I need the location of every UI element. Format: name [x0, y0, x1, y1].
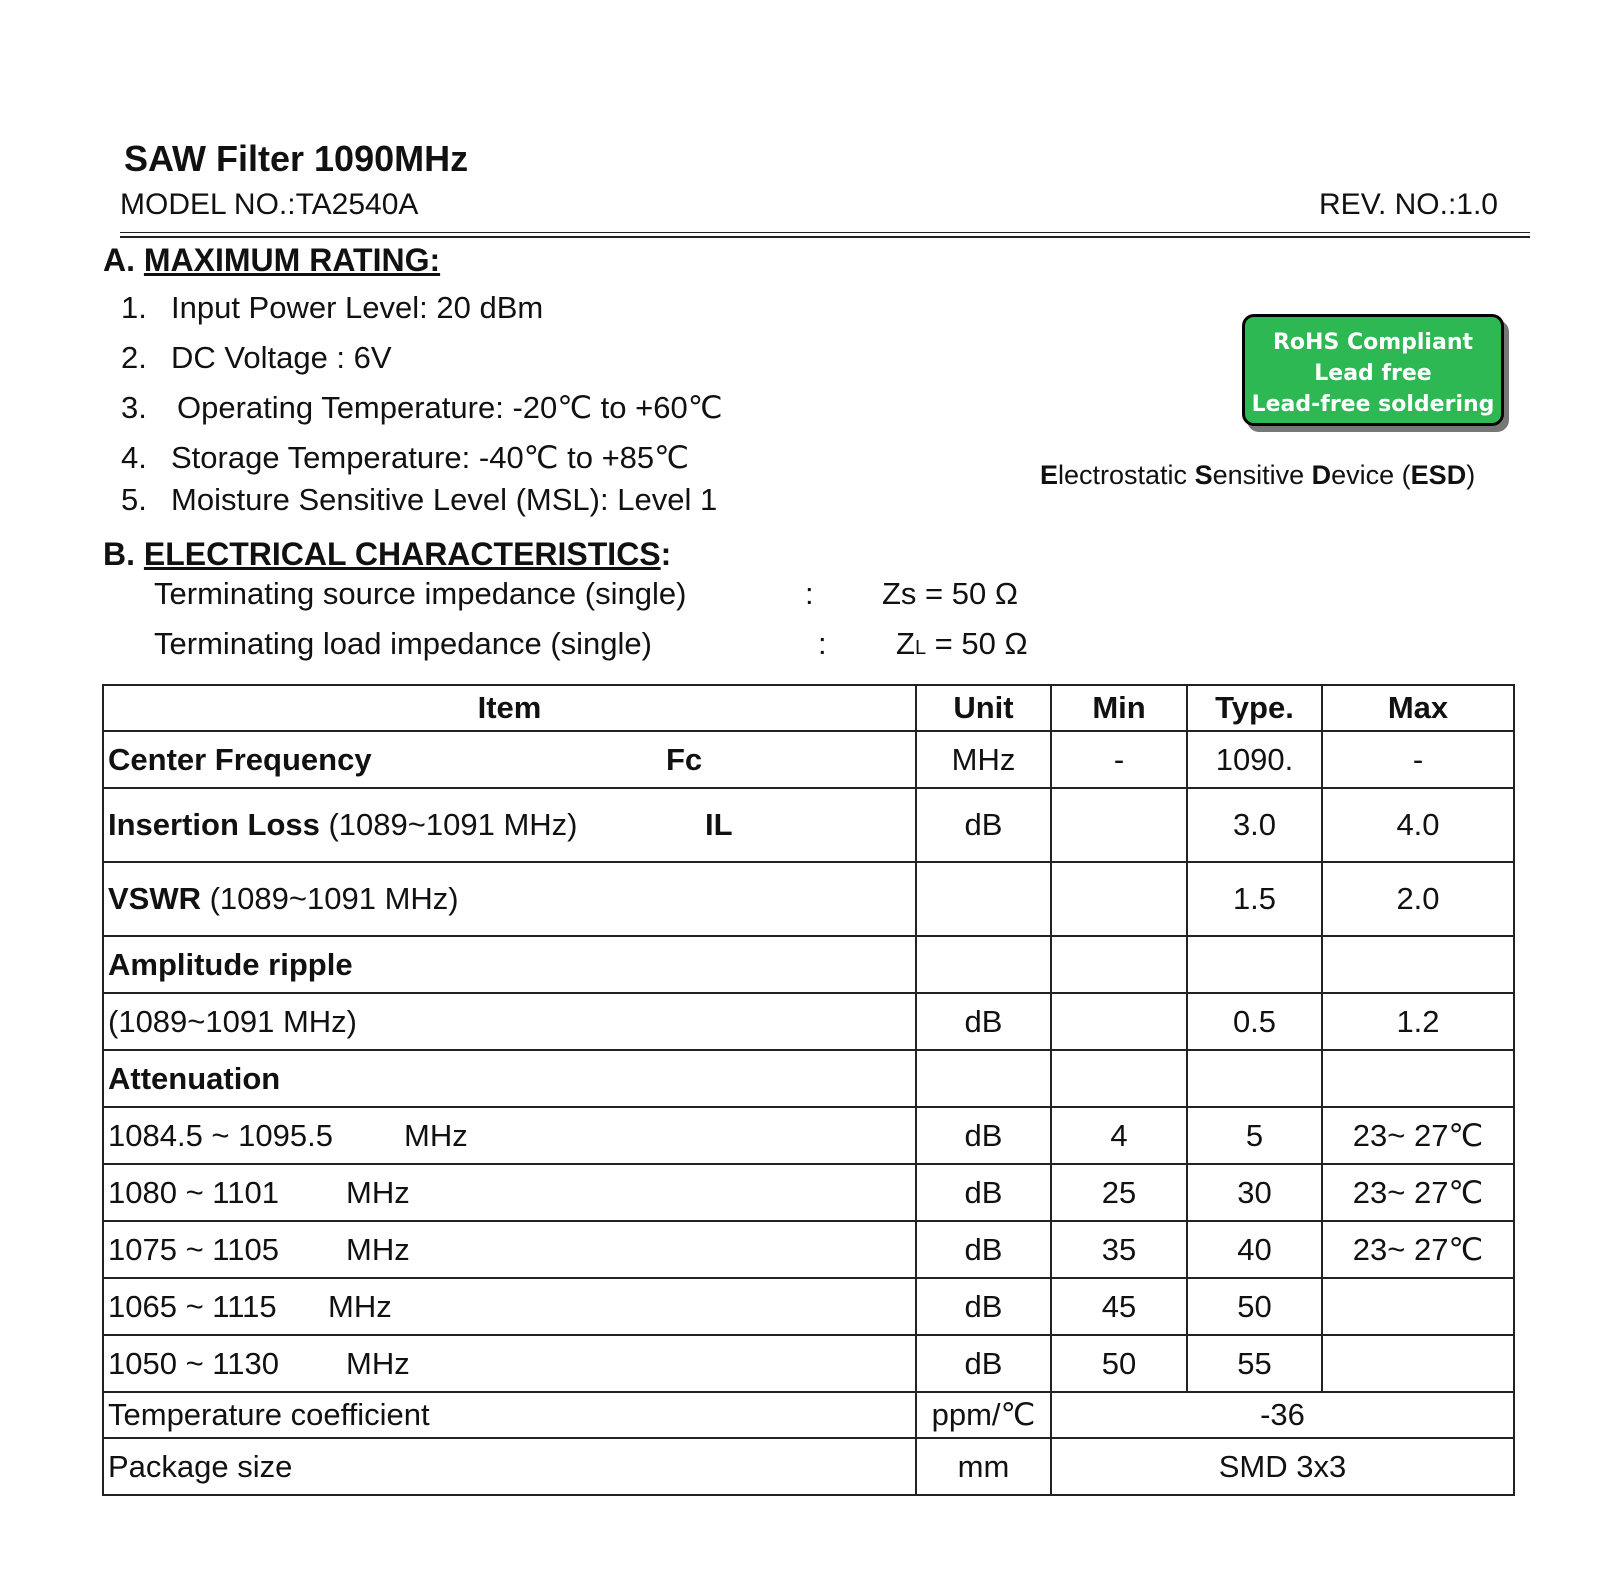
amplitude-ripple-min	[1051, 993, 1187, 1050]
attenuation-type: 5	[1187, 1107, 1322, 1164]
attenuation-min: 50	[1051, 1335, 1187, 1392]
table-row	[103, 1164, 1514, 1221]
vswr-range: (1089~1091 MHz)	[201, 881, 459, 916]
rating-item-1	[121, 290, 543, 326]
table-row	[103, 1107, 1514, 1164]
header-type: Type.	[1187, 685, 1322, 731]
table-row	[103, 731, 1514, 788]
package-size-unit: mm	[916, 1438, 1051, 1495]
header-divider	[120, 232, 1530, 233]
amplitude-ripple-max: 1.2	[1322, 993, 1514, 1050]
temperature-coefficient-label: Temperature coefficient	[103, 1392, 916, 1438]
attenuation-type: 40	[1187, 1221, 1322, 1278]
esd-word-1: lectrostatic	[1058, 460, 1195, 490]
table-row	[103, 1335, 1514, 1392]
insertion-loss-item	[103, 788, 916, 862]
center-frequency-label: Center Frequency	[108, 741, 372, 777]
document-title: SAW Filter 1090MHz	[124, 138, 469, 179]
source-impedance-value: Zs = 50 Ω	[882, 576, 1019, 611]
center-frequency-type: 1090.	[1187, 731, 1322, 788]
attenuation-unit: dB	[916, 1335, 1051, 1392]
table-row	[103, 862, 1514, 936]
table-row	[103, 1221, 1514, 1278]
amplitude-ripple-label: Amplitude ripple	[103, 936, 916, 993]
attenuation-range: 1050 ~ 1130 MHz	[103, 1335, 916, 1392]
header-item: Item	[103, 685, 916, 731]
rating-item-text: Storage Temperature: -40℃ to +85℃	[171, 440, 689, 475]
header-min: Min	[1051, 685, 1187, 731]
vswr-unit	[916, 862, 1051, 936]
attenuation-unit: dB	[916, 1164, 1051, 1221]
rating-item-2	[121, 340, 392, 376]
source-impedance-label: Terminating source impedance (single)	[154, 576, 687, 611]
attenuation-unit: dB	[916, 1221, 1051, 1278]
attenuation-max: 23~ 27℃	[1322, 1221, 1514, 1278]
attenuation-min: 45	[1051, 1278, 1187, 1335]
rating-item-number: 2.	[121, 340, 147, 375]
insertion-loss-label: Insertion Loss	[108, 807, 320, 842]
esd-close: )	[1466, 460, 1476, 490]
esd-word-3: evice (	[1331, 460, 1411, 490]
section-a-heading	[103, 242, 440, 279]
section-a-prefix: A.	[103, 242, 135, 278]
attenuation-max: 23~ 27℃	[1322, 1164, 1514, 1221]
esd-abbreviation: ESD	[1410, 460, 1467, 490]
table-row	[103, 788, 1514, 862]
load-impedance-value	[896, 626, 1028, 662]
rating-item-number: 4.	[121, 440, 147, 475]
attenuation-label: Attenuation	[103, 1050, 916, 1107]
table-row	[103, 1050, 1514, 1107]
amplitude-ripple-range: (1089~1091 MHz)	[103, 993, 916, 1050]
center-frequency-unit: MHz	[916, 731, 1051, 788]
rating-item-4	[121, 440, 689, 476]
rating-item-3	[121, 390, 723, 426]
center-frequency-item	[103, 731, 916, 788]
table-header-row	[103, 685, 1514, 731]
insertion-loss-symbol: IL	[705, 807, 733, 842]
table-row	[103, 1438, 1514, 1495]
package-size-value: SMD 3x3	[1051, 1438, 1514, 1495]
amplitude-ripple-unit: dB	[916, 993, 1051, 1050]
load-impedance-label: Terminating load impedance (single)	[154, 626, 652, 661]
vswr-max: 2.0	[1322, 862, 1514, 936]
header-unit: Unit	[916, 685, 1051, 731]
header-divider-thick	[120, 236, 1530, 238]
spec-table	[102, 684, 1515, 1496]
attenuation-max: 23~ 27℃	[1322, 1107, 1514, 1164]
rating-item-text: DC Voltage : 6V	[171, 340, 392, 375]
vswr-type: 1.5	[1187, 862, 1322, 936]
rating-item-number: 1.	[121, 290, 147, 325]
vswr-label: VSWR	[108, 881, 201, 916]
temperature-coefficient-unit: ppm/℃	[916, 1392, 1051, 1438]
attenuation-min: 25	[1051, 1164, 1187, 1221]
insertion-loss-type: 3.0	[1187, 788, 1322, 862]
rating-item-text: Moisture Sensitive Level (MSL): Level 1	[171, 482, 718, 517]
rating-item-number: 3.	[121, 390, 147, 425]
load-impedance-subscript: L	[914, 637, 927, 659]
section-b-heading	[103, 536, 671, 573]
section-b-prefix: B.	[103, 536, 135, 572]
load-impedance-colon: :	[818, 626, 827, 661]
rohs-line-3: Lead-free soldering	[1251, 392, 1495, 417]
attenuation-range: 1075 ~ 1105 MHz	[103, 1221, 916, 1278]
attenuation-range: 1084.5 ~ 1095.5 MHz	[103, 1107, 916, 1164]
vswr-min	[1051, 862, 1187, 936]
load-impedance-z: Z	[896, 626, 915, 661]
esd-letter-d: D	[1311, 460, 1332, 490]
attenuation-type: 30	[1187, 1164, 1322, 1221]
load-impedance-ohms: = 50 Ω	[926, 626, 1028, 661]
center-frequency-symbol: Fc	[666, 741, 703, 777]
center-frequency-max: -	[1322, 731, 1514, 788]
rohs-badge	[1242, 314, 1504, 426]
insertion-loss-unit: dB	[916, 788, 1051, 862]
package-size-label: Package size	[103, 1438, 916, 1495]
insertion-loss-min	[1051, 788, 1187, 862]
header-max: Max	[1322, 685, 1514, 731]
table-row	[103, 936, 1514, 993]
insertion-loss-range: (1089~1091 MHz)	[319, 807, 578, 842]
rating-item-number: 5.	[121, 482, 147, 517]
attenuation-unit: dB	[916, 1278, 1051, 1335]
rohs-line-1: RoHS Compliant	[1272, 330, 1473, 355]
attenuation-max	[1322, 1278, 1514, 1335]
attenuation-unit: dB	[916, 1107, 1051, 1164]
table-row	[103, 1392, 1514, 1438]
esd-note	[1040, 460, 1475, 491]
attenuation-min: 4	[1051, 1107, 1187, 1164]
esd-word-2: ensitive	[1212, 460, 1312, 490]
vswr-item	[103, 862, 916, 936]
model-number: MODEL NO.:TA2540A	[120, 188, 419, 221]
revision-number: REV. NO.:1.0	[1319, 188, 1498, 221]
attenuation-type: 55	[1187, 1335, 1322, 1392]
section-a-title: MAXIMUM RATING:	[143, 242, 441, 278]
source-impedance-colon: :	[805, 576, 814, 611]
rohs-line-2: Lead free	[1314, 361, 1432, 386]
section-b-colon: :	[660, 536, 672, 572]
attenuation-range: 1080 ~ 1101 MHz	[103, 1164, 916, 1221]
table-row	[103, 1278, 1514, 1335]
attenuation-type: 50	[1187, 1278, 1322, 1335]
rating-item-5	[121, 482, 717, 518]
amplitude-ripple-type: 0.5	[1187, 993, 1322, 1050]
esd-letter-e: E	[1040, 460, 1059, 490]
section-b-title: ELECTRICAL CHARACTERISTICS	[143, 536, 661, 572]
attenuation-range: 1065 ~ 1115 MHz	[103, 1278, 916, 1335]
attenuation-min: 35	[1051, 1221, 1187, 1278]
esd-letter-s: S	[1194, 460, 1213, 490]
rating-item-text: Input Power Level: 20 dBm	[171, 290, 544, 325]
insertion-loss-max: 4.0	[1322, 788, 1514, 862]
center-frequency-min: -	[1051, 731, 1187, 788]
attenuation-max	[1322, 1335, 1514, 1392]
temperature-coefficient-value: -36	[1051, 1392, 1514, 1438]
rating-item-text: Operating Temperature: -20℃ to +60℃	[177, 390, 723, 425]
table-row	[103, 993, 1514, 1050]
